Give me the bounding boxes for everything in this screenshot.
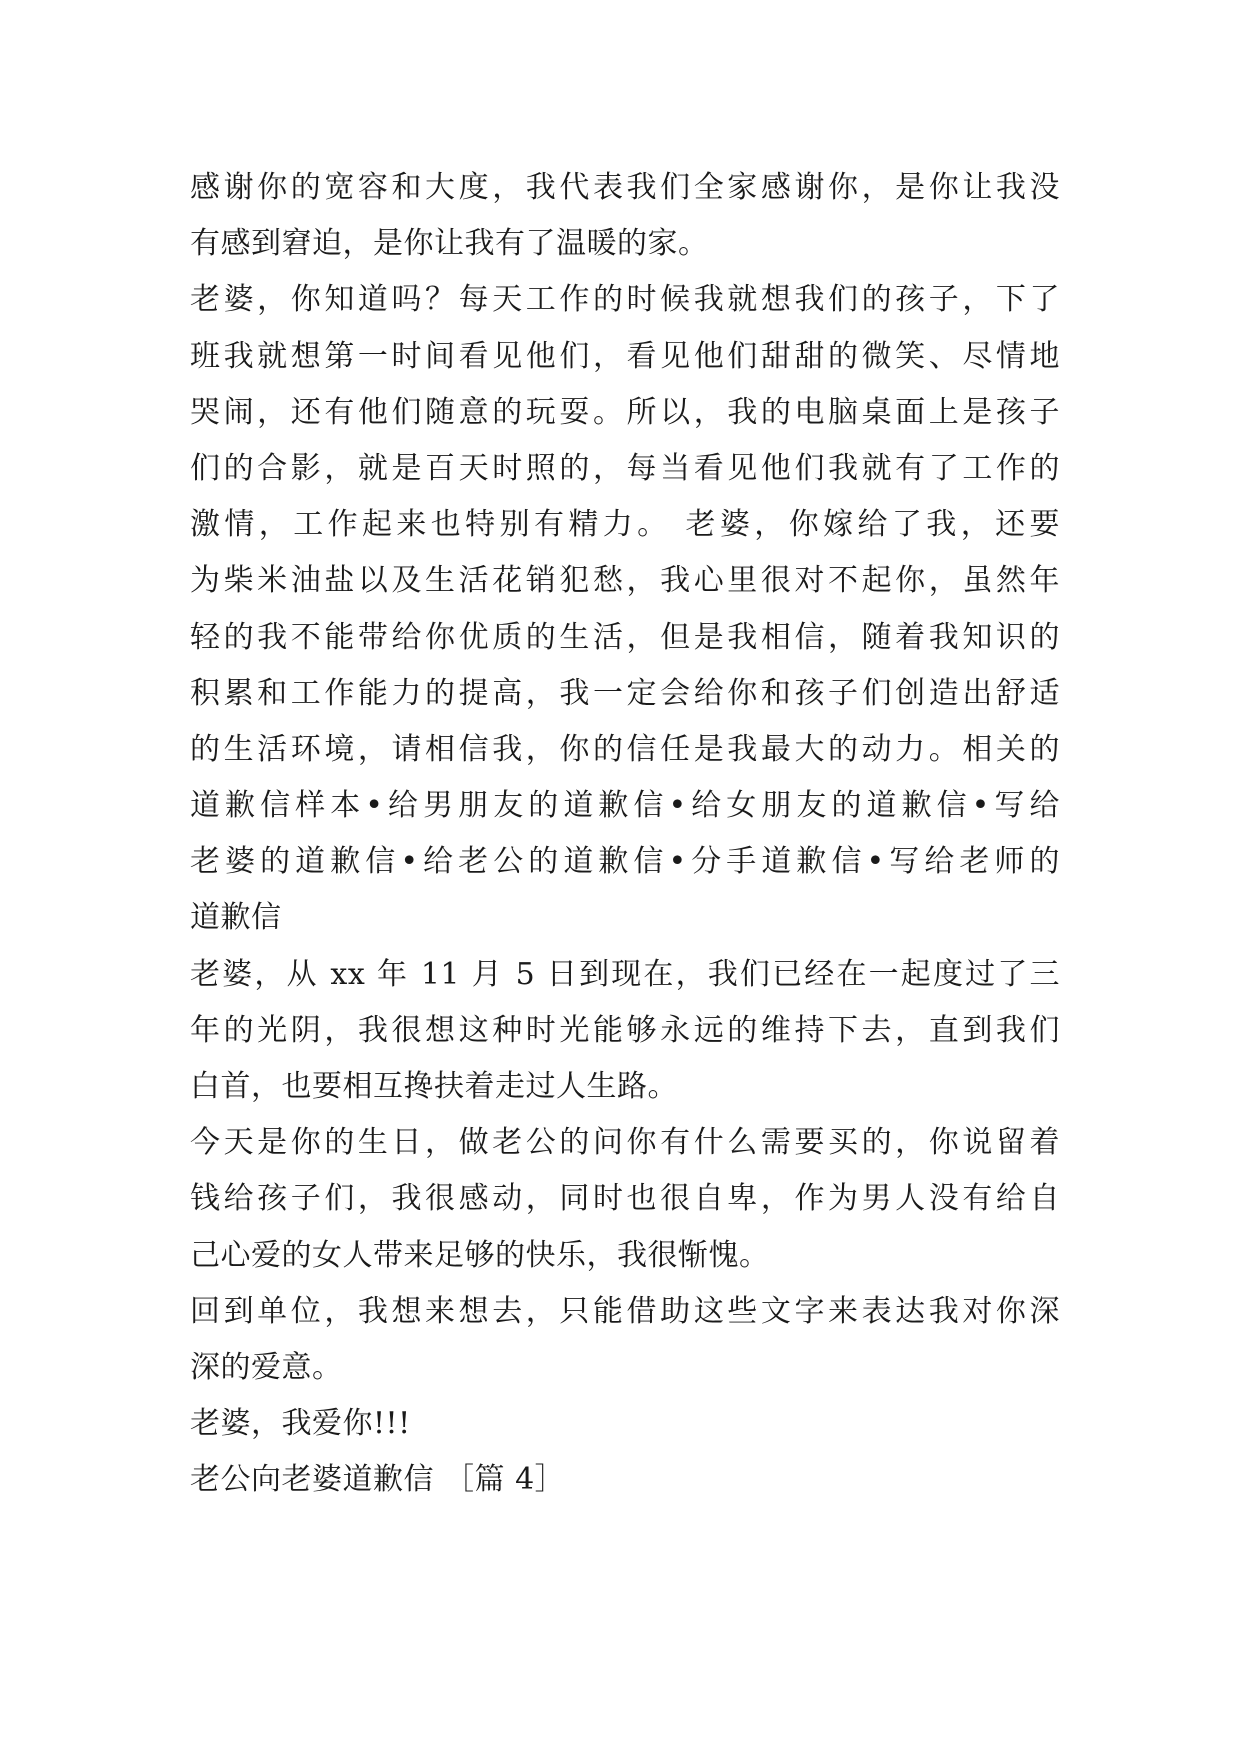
text-line: 班我就想第一时间看见他们，看见他们甜甜的微笑、尽情地 bbox=[190, 338, 1060, 374]
text-line: 回到单位，我想来想去，只能借助这些文字来表达我对你深 bbox=[190, 1293, 1060, 1329]
paragraph bbox=[190, 272, 1060, 946]
text-line: 老公向老婆道歉信 ［篇 4］ bbox=[190, 1462, 566, 1498]
text-line: 哭闹，还有他们随意的玩耍。所以，我的电脑桌面上是孩子 bbox=[190, 394, 1060, 430]
paragraph bbox=[190, 160, 1060, 272]
text-line: 老婆的道歉信•给老公的道歉信•分手道歉信•写给老师的 bbox=[190, 844, 1060, 880]
text-line: 轻的我不能带给你优质的生活，但是我相信，随着我知识的 bbox=[190, 619, 1060, 655]
section-heading bbox=[190, 1452, 1060, 1508]
text-line: 道歉信 bbox=[190, 900, 282, 936]
text-line: 的生活环境，请相信我，你的信任是我最大的动力。相关的 bbox=[190, 731, 1060, 767]
text-line: 深的爱意。 bbox=[190, 1349, 343, 1385]
paragraph bbox=[190, 1115, 1060, 1284]
paragraph bbox=[190, 1284, 1060, 1396]
paragraph bbox=[190, 1396, 1060, 1452]
text-line: 道歉信样本•给男朋友的道歉信•给女朋友的道歉信•写给 bbox=[190, 788, 1060, 824]
document-page bbox=[190, 160, 1060, 1509]
text-line: 老婆，我爱你!!! bbox=[190, 1406, 411, 1442]
text-line: 感谢你的宽容和大度，我代表我们全家感谢你，是你让我没 bbox=[190, 170, 1060, 205]
text-line: 们的合影，就是百天时照的，每当看见他们我就有了工作的 bbox=[190, 450, 1060, 486]
text-line: 为柴米油盐以及生活花销犯愁，我心里很对不起你，虽然年 bbox=[190, 563, 1060, 599]
text-line: 有感到窘迫，是你让我有了温暖的家。 bbox=[190, 226, 709, 262]
text-line: 老婆，从 xx 年 11 月 5 日到现在，我们已经在一起度过了三 bbox=[190, 956, 1060, 992]
text-line: 老婆，你知道吗？每天工作的时候我就想我们的孩子，下了 bbox=[190, 282, 1060, 318]
paragraph bbox=[190, 947, 1060, 1116]
text-line: 今天是你的生日，做老公的问你有什么需要买的，你说留着 bbox=[190, 1125, 1060, 1161]
text-line: 己心爱的女人带来足够的快乐，我很惭愧。 bbox=[190, 1237, 770, 1273]
text-line: 年的光阴，我很想这种时光能够永远的维持下去，直到我们 bbox=[190, 1012, 1060, 1048]
text-line: 钱给孩子们，我很感动，同时也很自卑，作为男人没有给自 bbox=[190, 1181, 1060, 1217]
text-line: 白首，也要相互搀扶着走过人生路。 bbox=[190, 1069, 678, 1104]
text-line: 激情，工作起来也特别有精力。 老婆，你嫁给了我，还要 bbox=[190, 507, 1060, 543]
text-line: 积累和工作能力的提高，我一定会给你和孩子们创造出舒适 bbox=[190, 675, 1060, 711]
